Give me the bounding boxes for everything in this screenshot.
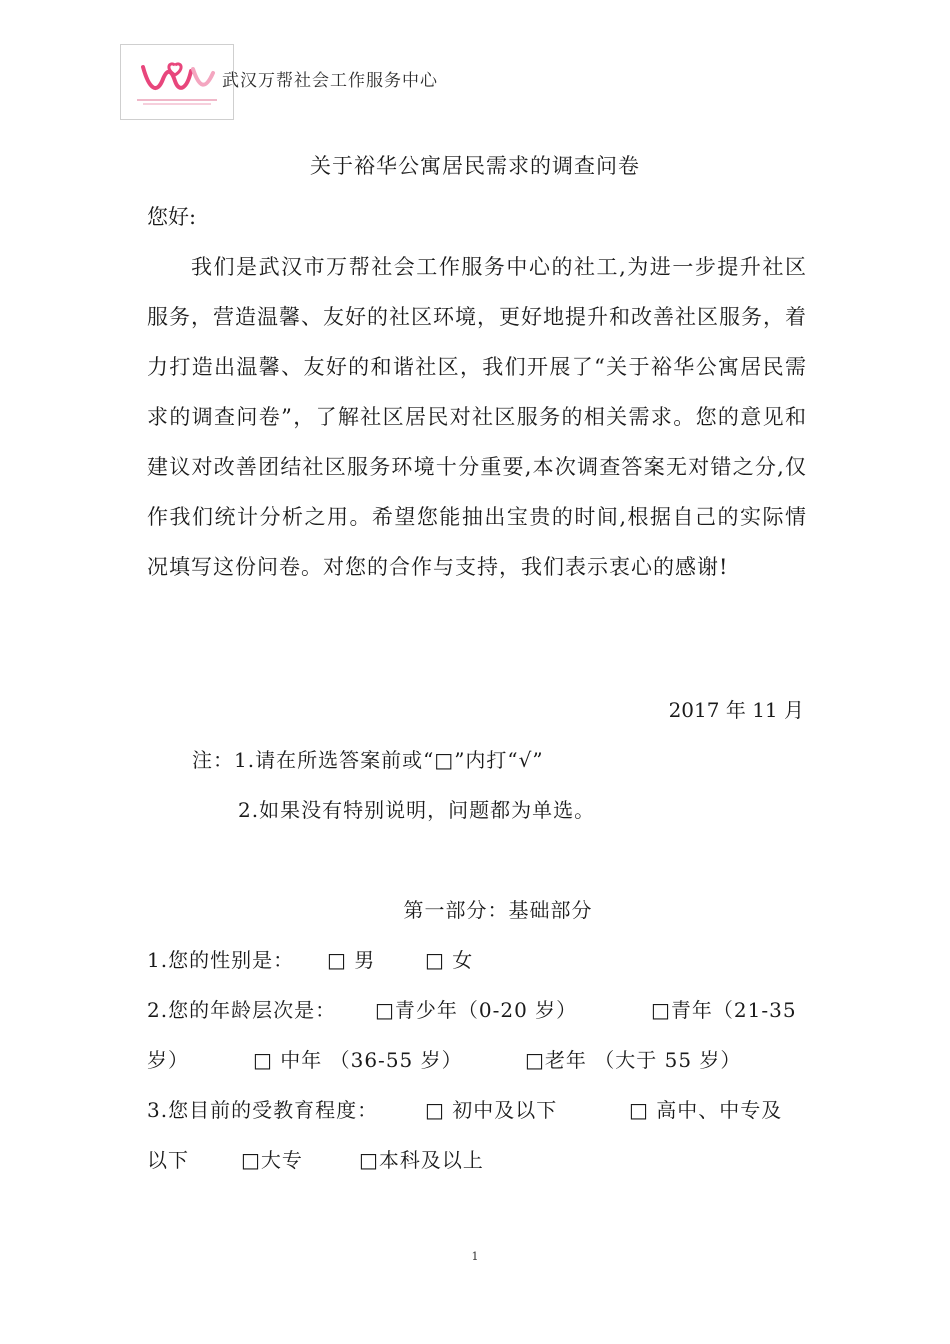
option-youth[interactable]: □青少年（0-20 岁） <box>375 998 578 1022</box>
option-elderly[interactable]: □老年 （大于 55 岁） <box>525 1048 742 1072</box>
question-label: 2.您的年龄层次是： <box>147 998 337 1022</box>
logo-mark-icon <box>139 59 217 99</box>
logo-subtext-mark <box>129 97 225 109</box>
option-male[interactable]: □ 男 <box>327 948 376 972</box>
option-middle-aged[interactable]: □ 中年 （36-55 岁） <box>253 1048 463 1072</box>
greeting: 您好: <box>147 205 197 229</box>
note-1: 注：1.请在所选答案前或“□”内打“√” <box>192 748 544 772</box>
note-2: 2.如果没有特别说明，问题都为单选。 <box>238 798 596 822</box>
header-org-name: 武汉万帮社会工作服务中心 <box>222 71 438 91</box>
option-young-adult[interactable]: □青年（21-35 <box>651 998 797 1022</box>
option-junior-high[interactable]: □ 初中及以下 <box>425 1098 558 1122</box>
option-female[interactable]: □ 女 <box>425 948 474 972</box>
question-label: 1.您的性别是： <box>147 948 295 972</box>
option-young-adult-cont: 岁） <box>147 1048 189 1072</box>
logo <box>120 44 234 120</box>
option-bachelor[interactable]: □本科及以上 <box>359 1148 484 1172</box>
intro-paragraph: 我们是武汉市万帮社会工作服务中心的社工,为进一步提升社区服务，营造温馨、友好的社区环境，更好地提升和改善社区服务，着力打造出温馨、友好的和谐社区，我们开展了“关于裕华公寓居民需求的调查问卷”，了解社区居民对社区服务的相关需求。您的意见和建议对改善团结社区服务环境十分重要,本次调查答案无对错之分,仅作我们统计分析之用。希望您能抽出宝贵的时间,根据自己的实际情况填写这份问卷。对您的合作与支持，我们表示衷心的感谢! <box>147 255 807 579</box>
option-senior-high[interactable]: □ 高中、中专及 <box>629 1098 783 1122</box>
page-title: 关于裕华公寓居民需求的调查问卷 <box>310 154 640 178</box>
option-senior-high-cont: 以下 <box>147 1148 189 1172</box>
option-college[interactable]: □大专 <box>241 1148 303 1172</box>
date: 2017 年 11 月 <box>668 698 804 722</box>
page-number: 1 <box>471 1250 479 1263</box>
section-title: 第一部分：基础部分 <box>403 898 593 922</box>
question-label: 3.您目前的受教育程度： <box>147 1098 379 1122</box>
